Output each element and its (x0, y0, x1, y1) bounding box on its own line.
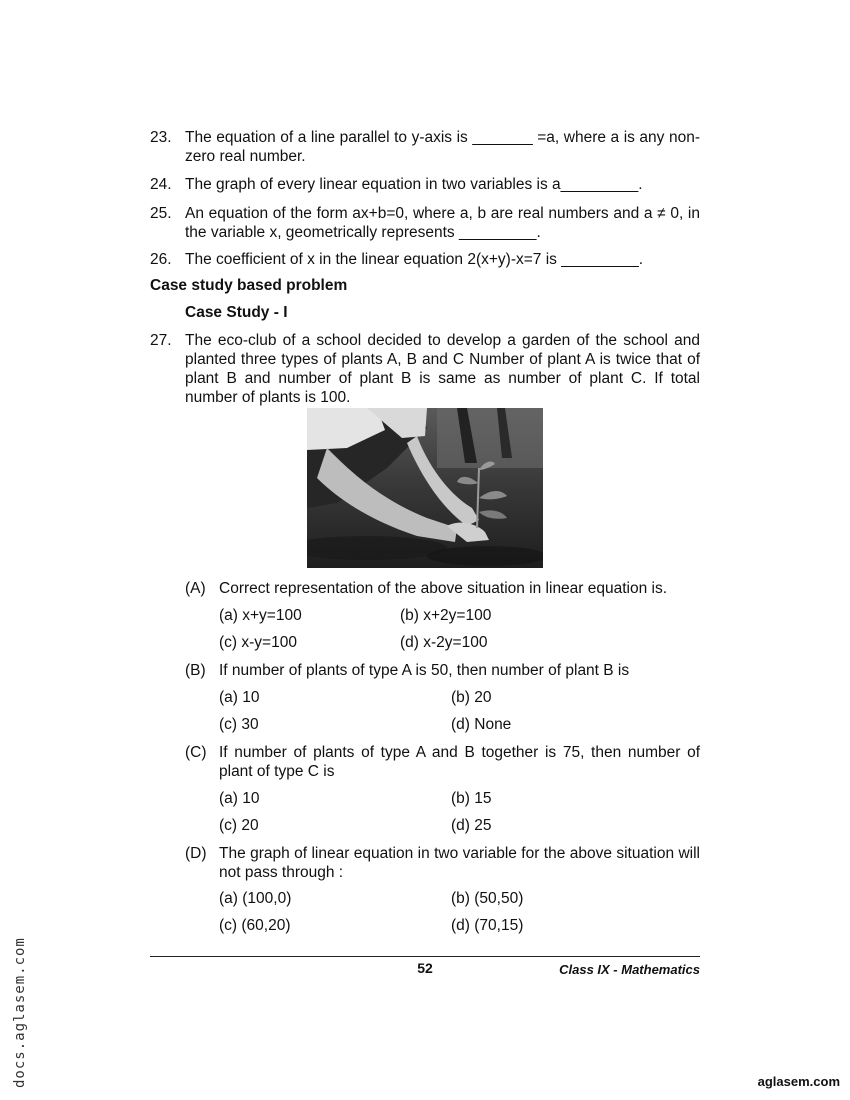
brand-link[interactable]: aglasem.com (757, 1074, 840, 1089)
option-a: (a) 10 (219, 689, 260, 706)
option-a: (a) 10 (219, 790, 260, 807)
option-c: (c) x-y=100 (219, 634, 297, 651)
planting-photo (307, 408, 543, 568)
footer-divider (150, 956, 700, 957)
question-number: 24. (150, 176, 172, 193)
option-c: (c) 30 (219, 716, 259, 733)
option-a: (a) x+y=100 (219, 607, 302, 624)
option-b: (b) 20 (451, 689, 492, 706)
option-a: (a) (100,0) (219, 890, 292, 907)
question-text: The coefficient of x in the linear equation 2(x+y)-x=7 is _________. (185, 251, 644, 268)
question-text: The graph of every linear equation in two variables is a_________. (185, 176, 643, 193)
case-study-title: Case Study - I (185, 304, 288, 321)
option-d: (d) None (451, 716, 512, 733)
question-text: The eco-club of a school decided to develop a garden of the school and planted three types of plants A, B and C Number of plant A is twice that of plant B and number of plant B is same as number of plant C. If total number of plants is 100. (185, 332, 700, 406)
subpart-text: Correct representation of the above situation in linear equation is. (219, 580, 668, 597)
subpart-label: (C) (185, 744, 207, 761)
subpart-text: If number of plants of type A is 50, then number of plant B is (219, 662, 630, 679)
option-d: (d) (70,15) (451, 917, 524, 934)
subpart-text: The graph of linear equation in two variable for the above situation will not pass through : (219, 845, 700, 881)
option-c: (c) (60,20) (219, 917, 291, 934)
footer-title: Class IX - Mathematics (559, 962, 700, 977)
option-c: (c) 20 (219, 817, 259, 834)
section-heading: Case study based problem (150, 277, 348, 294)
option-b: (b) 15 (451, 790, 492, 807)
question-number: 26. (150, 251, 172, 268)
option-b: (b) (50,50) (451, 890, 524, 907)
subpart-label: (A) (185, 580, 206, 597)
watermark: docs.aglasem.com (12, 937, 28, 1088)
option-d: (d) 25 (451, 817, 492, 834)
page-number: 52 (417, 960, 433, 976)
question-text: The equation of a line parallel to y-axis is _______ =a, where a is any non-zero real number. (185, 129, 700, 165)
subpart-text: If number of plants of type A and B together is 75, then number of plant of type C is (219, 744, 700, 780)
subpart-label: (B) (185, 662, 206, 679)
subpart-label: (D) (185, 845, 207, 862)
question-number: 23. (150, 129, 172, 146)
question-number: 25. (150, 205, 172, 222)
question-text: An equation of the form ax+b=0, where a, b are real numbers and a ≠ 0, in the variable x, geometrically represents _________. (185, 205, 700, 241)
option-b: (b) x+2y=100 (400, 607, 492, 624)
question-number: 27. (150, 332, 172, 349)
option-d: (d) x-2y=100 (400, 634, 488, 651)
